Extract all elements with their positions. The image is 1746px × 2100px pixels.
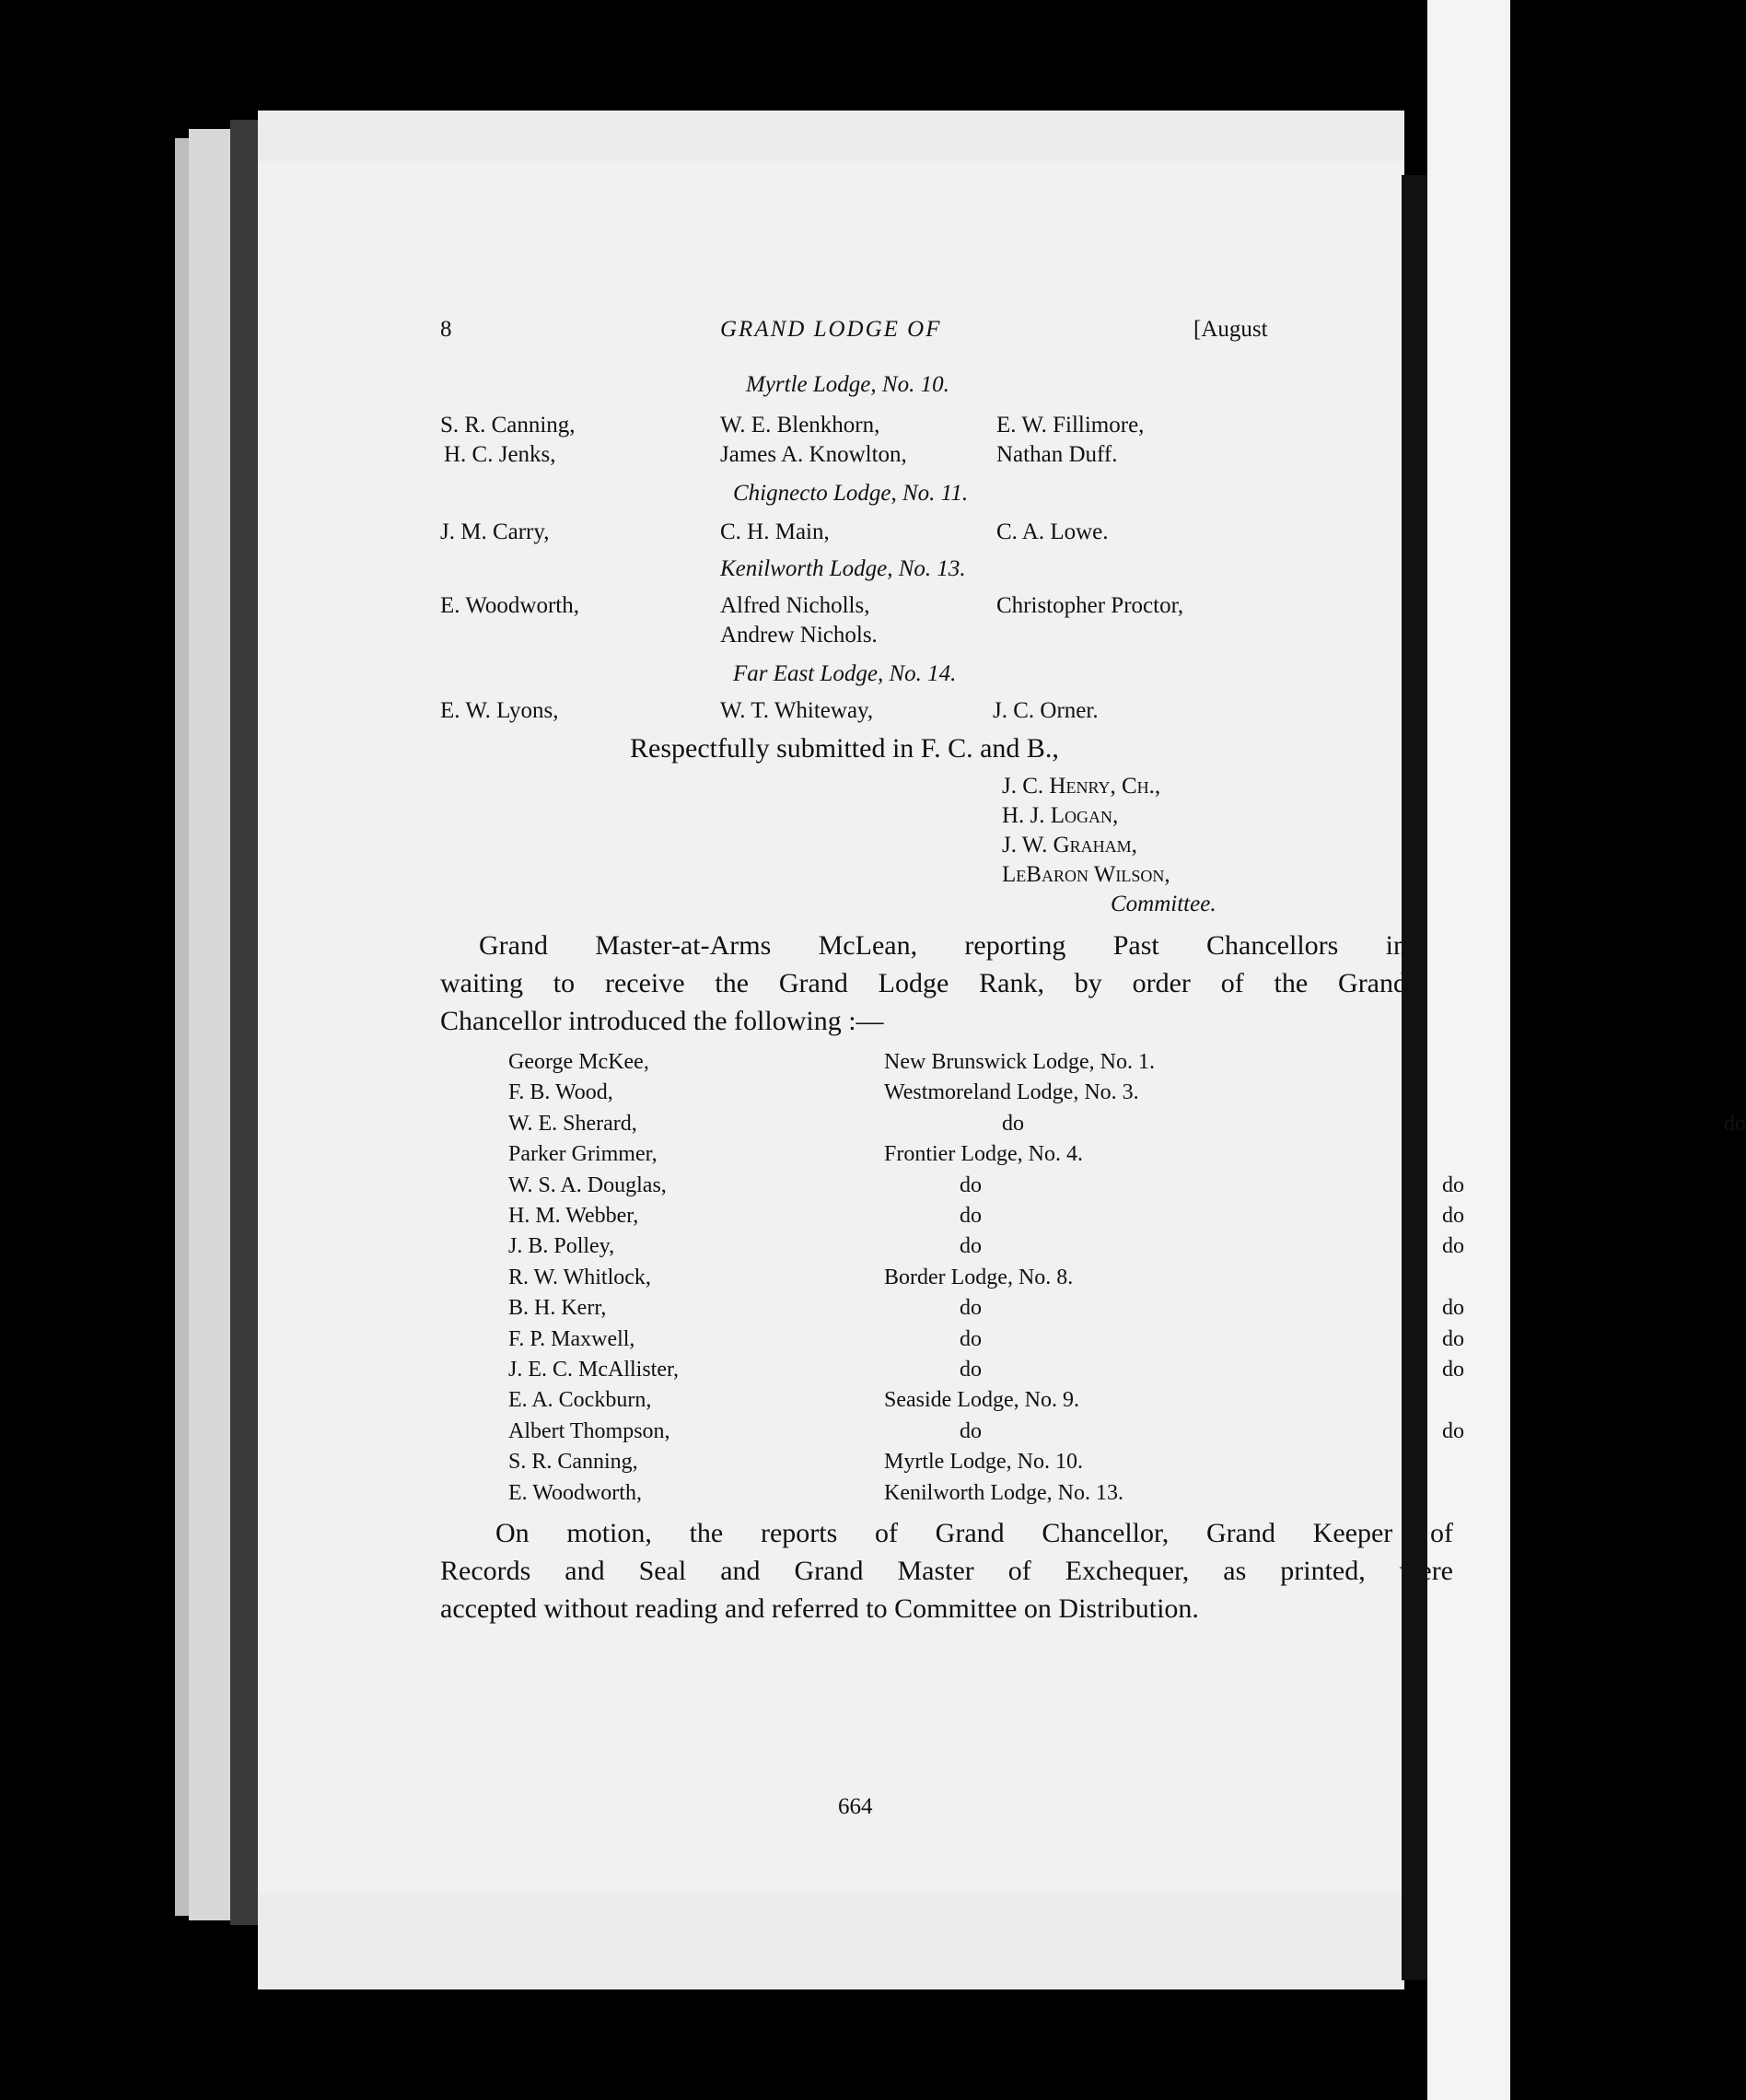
committee-label: Committee. [1111, 892, 1216, 916]
member-name: S. R. Canning, [440, 413, 576, 438]
book-right-edge [1402, 175, 1427, 1980]
member-name: E. W. Fillimore, [996, 413, 1145, 438]
book-edge-shadow [175, 138, 189, 1916]
closing-line: Respectfully submitted in F. C. and B., [630, 733, 1059, 764]
chancellor-lodge: Seaside Lodge, No. 9. [884, 1388, 1079, 1412]
member-name: C. H. Main, [720, 519, 830, 544]
chancellor-lodge: do do [960, 1234, 1464, 1258]
chancellor-name: W. S. A. Douglas, [508, 1173, 667, 1197]
chancellor-name: E. A. Cockburn, [508, 1388, 652, 1412]
member-name: J. C. Orner. [993, 698, 1099, 723]
book-spine-edge [230, 120, 258, 1925]
member-name: H. C. Jenks, [444, 442, 556, 467]
chancellor-lodge: Frontier Lodge, No. 4. [884, 1142, 1083, 1166]
chancellor-lodge: Border Lodge, No. 8. [884, 1266, 1074, 1289]
chancellor-name: R. W. Whitlock, [508, 1266, 651, 1289]
facing-page-strip [1427, 0, 1510, 2100]
chancellor-name: J. B. Polley, [508, 1234, 615, 1258]
chancellor-lodge: Myrtle Lodge, No. 10. [884, 1450, 1083, 1474]
running-month: [August [1193, 317, 1268, 342]
chancellor-lodge: do do [960, 1204, 1464, 1228]
chancellor-lodge: New Brunswick Lodge, No. 1. [884, 1050, 1155, 1074]
member-name: Alfred Nicholls, [720, 593, 870, 618]
running-title: GRAND LODGE OF [720, 317, 942, 342]
member-name: W. E. Blenkhorn, [720, 413, 880, 438]
chancellor-lodge: Westmoreland Lodge, No. 3. [884, 1080, 1139, 1104]
signatory: H. J. Logan, [1002, 803, 1119, 828]
chancellor-name: Albert Thompson, [508, 1419, 670, 1443]
chancellor-name: F. P. Maxwell, [508, 1327, 635, 1351]
paragraph-line: accepted without reading and referred to Committee on Distribution. [440, 1593, 1199, 1624]
member-name: E. W. Lyons, [440, 698, 559, 723]
paragraph-line: Grand Master-at-Arms McLean, reporting Past Chancellors in [479, 930, 1407, 961]
chancellor-name: George McKee, [508, 1050, 649, 1074]
signatory: LeBaron Wilson, [1002, 862, 1170, 887]
chancellor-lodge: do do [960, 1173, 1464, 1197]
chancellor-name: W. E. Sherard, [508, 1112, 637, 1136]
member-name: J. M. Carry, [440, 519, 550, 544]
member-name: W. T. Whiteway, [720, 698, 874, 723]
chancellor-name: S. R. Canning, [508, 1450, 638, 1474]
chancellor-lodge: do do [960, 1296, 1464, 1320]
paragraph-line: Chancellor introduced the following :— [440, 1006, 884, 1036]
book-edge-pages [189, 129, 230, 1920]
chancellor-name: F. B. Wood, [508, 1080, 613, 1104]
lodge-heading: Kenilworth Lodge, No. 13. [720, 556, 966, 581]
lodge-heading: Far East Lodge, No. 14. [733, 661, 957, 686]
chancellor-name: H. M. Webber, [508, 1204, 639, 1228]
lodge-heading: Chignecto Lodge, No. 11. [733, 481, 969, 506]
paragraph-line: Records and Seal and Grand Master of Exchequer, as printed, were [440, 1556, 1453, 1586]
paragraph-line: waiting to receive the Grand Lodge Rank, by order of the Grand [440, 968, 1407, 998]
chancellor-lodge: do do [960, 1358, 1464, 1382]
chancellor-lodge: do do [960, 1419, 1464, 1443]
chancellor-name: Parker Grimmer, [508, 1142, 658, 1166]
member-name: Andrew Nichols. [720, 623, 878, 648]
member-name: E. Woodworth, [440, 593, 579, 618]
member-name: James A. Knowlton, [720, 442, 907, 467]
lodge-heading: Myrtle Lodge, No. 10. [746, 372, 949, 397]
paragraph-masters [440, 927, 1407, 1040]
signatory: J. W. Graham, [1002, 833, 1137, 858]
signatory: J. C. Henry, Ch., [1002, 774, 1161, 799]
paragraph-line: On motion, the reports of Grand Chancellor, Grand Keeper of [495, 1518, 1453, 1548]
paragraph-motion [440, 1514, 1453, 1628]
member-name: Nathan Duff. [996, 442, 1118, 467]
member-name: Christopher Proctor, [996, 593, 1184, 618]
folio-number: 664 [838, 1794, 873, 1819]
chancellor-name: J. E. C. McAllister, [508, 1358, 680, 1382]
chancellor-lodge: do do [960, 1327, 1464, 1351]
chancellor-lodge: Kenilworth Lodge, No. 13. [884, 1481, 1123, 1505]
member-name: C. A. Lowe. [996, 519, 1109, 544]
chancellor-name: B. H. Kerr, [508, 1296, 607, 1320]
chancellor-lodge: do do [1002, 1112, 1746, 1136]
page-number: 8 [440, 317, 452, 342]
chancellor-name: E. Woodworth, [508, 1481, 642, 1505]
